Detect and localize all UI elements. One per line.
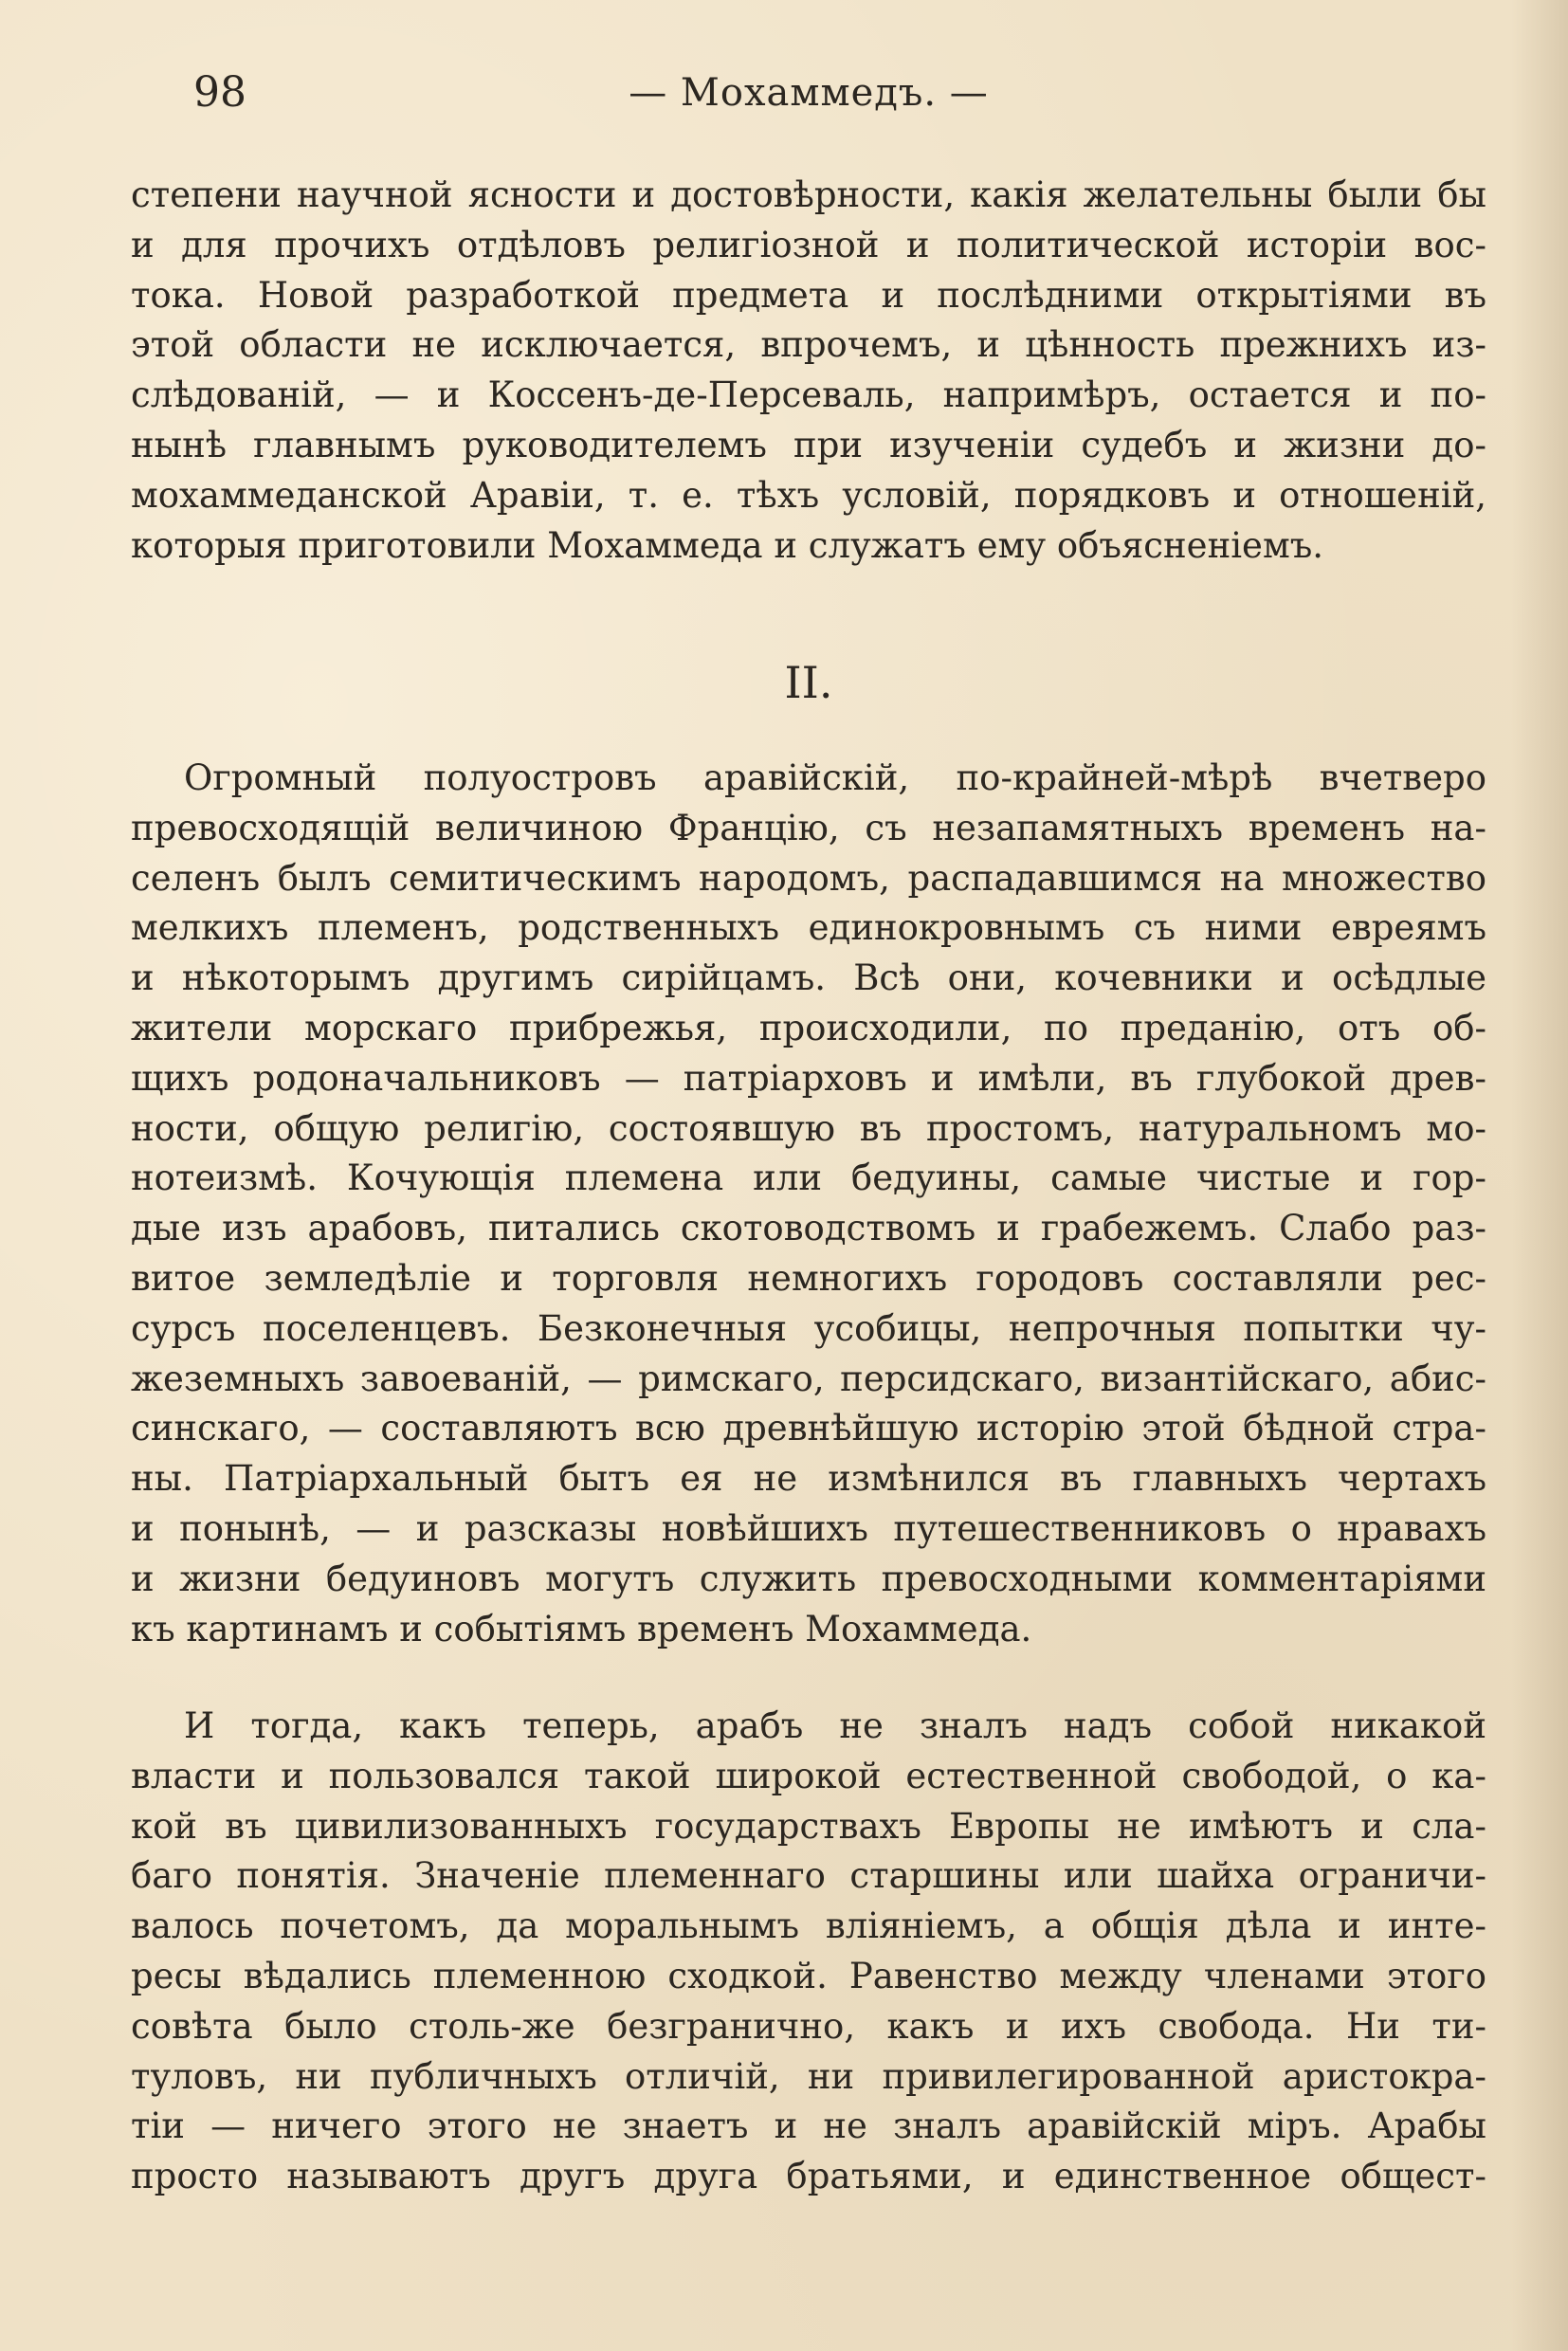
text-line: баго понятія. Значеніе племеннаго старшины или шайха ограничи- <box>131 1855 1486 1897</box>
text-line: нотеизмѣ. Кочующія племена или бедуины, самые чистые и гор- <box>131 1157 1486 1199</box>
running-head <box>131 66 1486 119</box>
text-line: просто называютъ другъ друга братьями, и единственное общест- <box>131 2156 1486 2197</box>
paragraph <box>131 1702 1486 2202</box>
paragraph <box>131 754 1486 1654</box>
text-line: тіи — ничего этого не знаетъ и не зналъ аравійскій міръ. Арабы <box>131 2105 1486 2147</box>
text-line: и понынѣ, — и разсказы новѣйшихъ путешественниковъ о нравахъ <box>131 1507 1486 1549</box>
text-line: нынѣ главнымъ руководителемъ при изученіи судебъ и жизни до- <box>131 424 1486 465</box>
running-title: — Мохаммедъ. — <box>629 71 989 115</box>
text-line: степени научной ясности и достовѣрности, какія желательны были бы <box>131 174 1486 215</box>
text-line: туловъ, ни публичныхъ отличій, ни привилегированной аристокра- <box>131 2055 1486 2097</box>
text-line: мохаммеданской Аравіи, т. е. тѣхъ условій, порядковъ и отношеній, <box>131 474 1486 516</box>
text-line: жеземныхъ завоеваній, — римскаго, персидскаго, византійскаго, абис- <box>131 1358 1486 1399</box>
text-line: И тогда, какъ теперь, арабъ не зналъ надъ собой никакой <box>184 1705 1486 1746</box>
text-line: витое земледѣліе и торговля немногихъ городовъ составляли рес- <box>131 1257 1486 1299</box>
text-line: которыя приготовили Мохаммеда и служатъ ему объясненіемъ. <box>131 524 1324 566</box>
text-line: ны. Патріархальный бытъ ея не измѣнился въ главныхъ чертахъ <box>131 1458 1486 1500</box>
text-line: жители морскаго прибрежья, происходили, по преданію, отъ об- <box>131 1007 1486 1048</box>
text-line: и жизни бедуиновъ могутъ служить превосходными комментаріями <box>131 1558 1486 1599</box>
paragraph-continued <box>131 171 1486 571</box>
text-line: валось почетомъ, да моральнымъ вліяніемъ, а общія дѣла и инте- <box>131 1905 1486 1947</box>
text-line: превосходящій величиною Францію, съ незапамятныхъ временъ на- <box>131 807 1486 848</box>
text-line: сурсъ поселенцевъ. Безконечныя усобицы, непрочныя попытки чу- <box>131 1307 1486 1349</box>
text-line: ресы вѣдались племенною сходкой. Равенство между членами этого <box>131 1955 1486 1996</box>
text-line: совѣта было столь-же безгранично, какъ и ихъ свобода. Ни ти- <box>131 2005 1486 2047</box>
text-line: кой въ цивилизованныхъ государствахъ Европы не имѣютъ и сла- <box>131 1805 1486 1847</box>
text-line: и для прочихъ отдѣловъ религіозной и политической исторіи вос- <box>131 224 1486 265</box>
text-line: власти и пользовался такой широкой естественной свободой, о ка- <box>131 1755 1486 1796</box>
text-line: этой области не исключается, впрочемъ, и цѣнность прежнихъ из- <box>131 324 1486 366</box>
text-line: и нѣкоторымъ другимъ сирійцамъ. Всѣ они, кочевники и осѣдлые <box>131 957 1486 999</box>
text-line: къ картинамъ и событіямъ временъ Мохаммеда. <box>131 1608 1032 1649</box>
page-number: 98 <box>193 68 246 117</box>
text-line: ности, общую религію, состоявшую въ простомъ, натуральномъ мо- <box>131 1107 1486 1149</box>
text-line: селенъ былъ семитическимъ народомъ, распадавшимся на множество <box>131 857 1486 899</box>
text-line: тока. Новой разработкой предмета и послѣдними открытіями въ <box>131 274 1486 316</box>
text-line: мелкихъ племенъ, родственныхъ единокровнымъ съ ними евреямъ <box>131 907 1486 949</box>
text-line: слѣдованій, — и Коссенъ-де-Персеваль, напримѣръ, остается и по- <box>131 374 1486 416</box>
text-line: дые изъ арабовъ, питались скотоводствомъ и грабежемъ. Слабо раз- <box>131 1208 1486 1249</box>
section-heading: II. <box>784 657 833 708</box>
text-line: щихъ родоначальниковъ — патріарховъ и имѣли, въ глубокой древ- <box>131 1057 1486 1099</box>
text-line: Огромный полуостровъ аравійскій, по-крайней-мѣрѣ вчетверо <box>184 757 1486 798</box>
text-line: синскаго, — составляютъ всю древнѣйшую исторію этой бѣдной стра- <box>131 1408 1486 1449</box>
